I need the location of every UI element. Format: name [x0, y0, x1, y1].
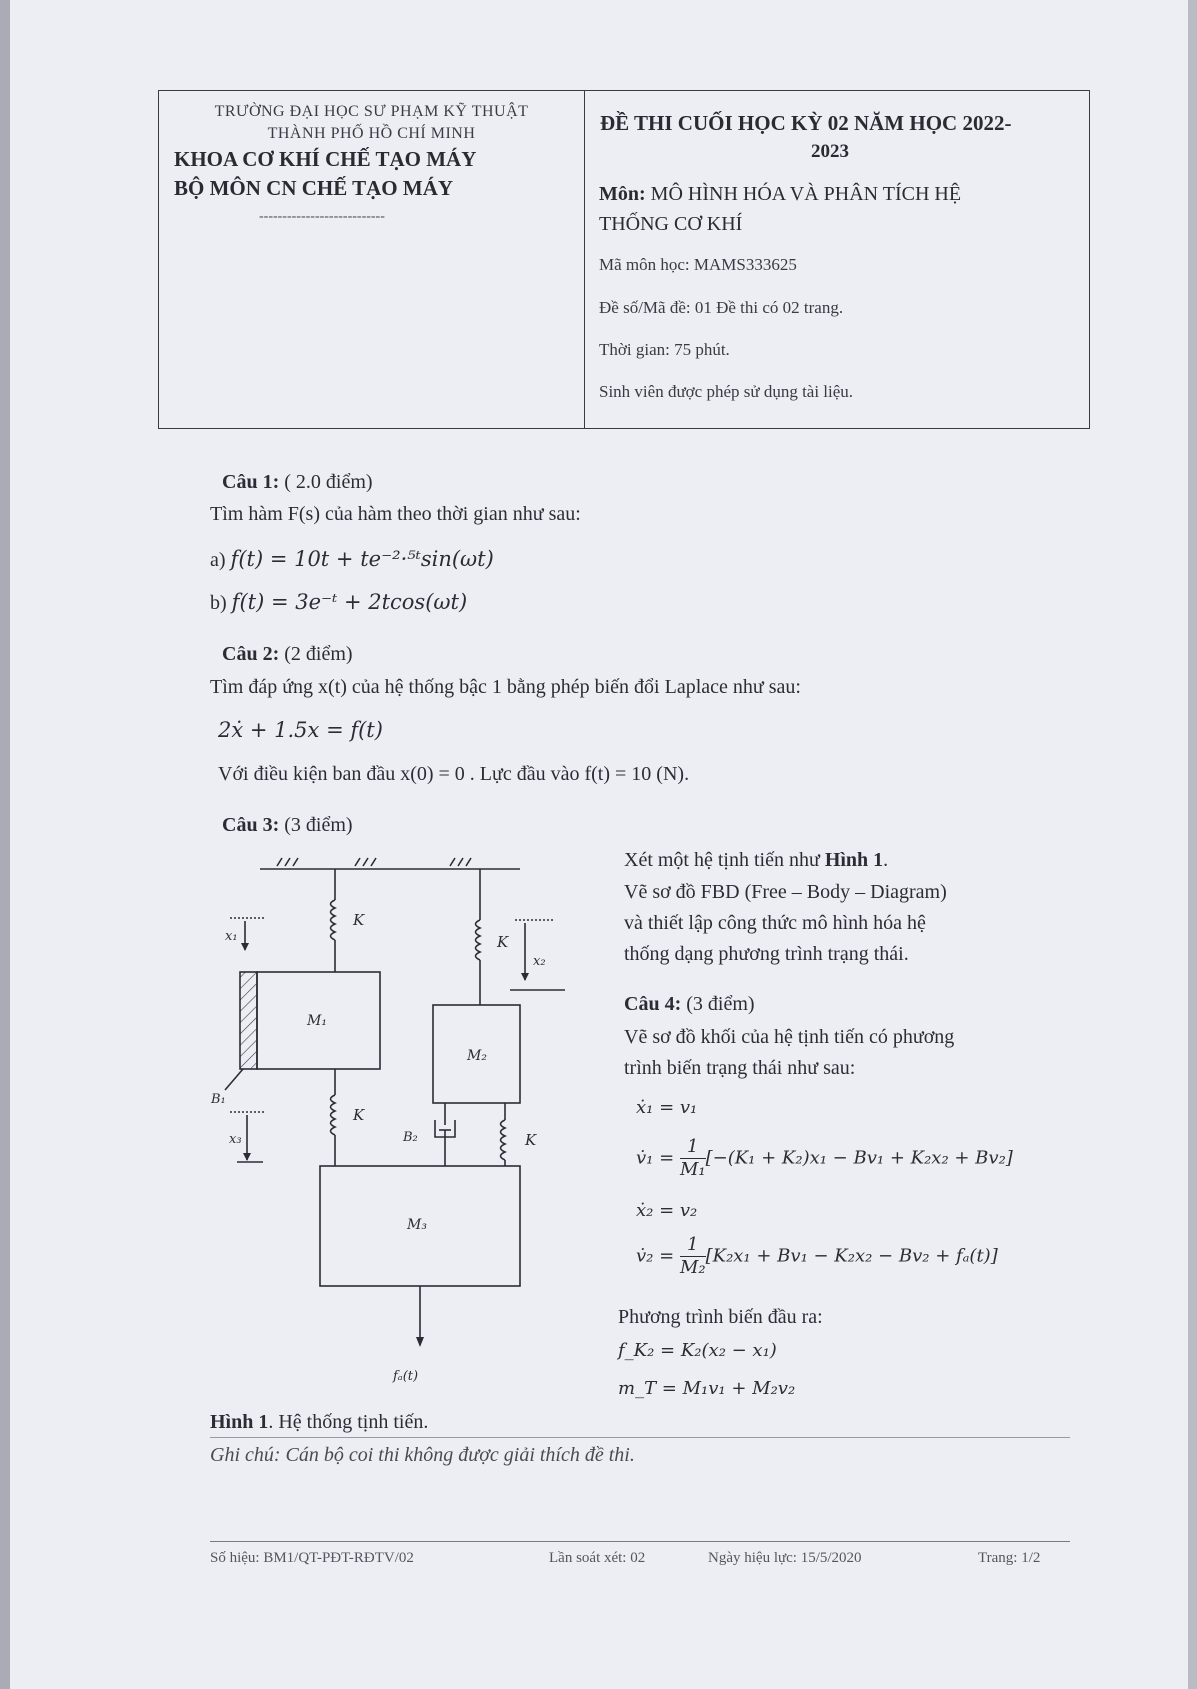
exam-title-line2: 2023: [811, 141, 849, 162]
spring-k2-top: [476, 869, 481, 1005]
q3-text-line1: [624, 849, 888, 872]
university-line1: TRƯỜNG ĐẠI HỌC SƯ PHẠM KỸ THUẬT: [214, 103, 529, 120]
spring-k1: [331, 869, 336, 972]
figure-caption: [210, 1411, 428, 1434]
q4-heading: [624, 993, 755, 1016]
exam-header: [158, 90, 1090, 429]
footer-revision: Lần soát xét: 02: [549, 1550, 646, 1566]
label-fa: fₐ(t): [393, 1369, 419, 1384]
label-x2: x₂: [533, 954, 546, 969]
q4-label: Câu 4:: [624, 993, 682, 1015]
label-k2: K: [497, 933, 509, 951]
b1-pointer: [225, 1069, 243, 1090]
q4-eq2-lhs: v̇₁ =: [636, 1147, 675, 1169]
footer-effective-date: Ngày hiệu lực: 15/5/2020: [708, 1550, 862, 1566]
q1-b-prefix: b): [210, 592, 227, 614]
q4-points: (3 điểm): [686, 993, 755, 1015]
q3-text-a: Xét một hệ tịnh tiến như: [624, 849, 825, 871]
q3-text-end: .: [883, 849, 889, 871]
q2-equation: 2ẋ + 1.5x = f(t): [218, 718, 383, 742]
q4-prompt-line2: trình biến trạng thái như sau:: [624, 1057, 856, 1079]
department-name: BỘ MÔN CN CHẾ TẠO MÁY: [174, 176, 454, 200]
footer-rule: [210, 1541, 1070, 1542]
q4-eq4-lhs: v̇₂ =: [636, 1245, 675, 1267]
label-x3: x₃: [229, 1132, 242, 1147]
exam-title-line1: ĐỀ THI CUỐI HỌC KỲ 02 NĂM HỌC 2022-: [600, 111, 1012, 135]
label-m1: M₁: [307, 1013, 327, 1029]
q3-text-line2: Vẽ sơ đồ FBD (Free – Body – Diagram): [624, 881, 947, 903]
label-x1: x₁: [225, 929, 238, 944]
q2-points: (2 điểm): [284, 643, 353, 665]
course-code: Mã môn học: MAMS333625: [599, 255, 797, 274]
university-line2: THÀNH PHỐ HỒ CHÍ MINH: [267, 125, 476, 142]
q1-label: Câu 1:: [222, 471, 280, 493]
q4-eq4-num: 1: [680, 1234, 706, 1257]
q4-out1: f_K₂ = K₂(x₂ − x₁): [618, 1340, 777, 1361]
q2-condition: Với điều kiện ban đầu x(0) = 0 . Lực đầu vào f(t) = 10 (N).: [218, 763, 690, 785]
q3-points: (3 điểm): [284, 814, 353, 836]
q1-prompt: Tìm hàm F(s) của hàm theo thời gian như sau:: [210, 503, 581, 525]
footer-page: Trang: 1/2: [978, 1550, 1041, 1566]
q1-a-formula: f(t) = 10t + te⁻²·⁵ᵗsin(ωt): [230, 547, 494, 571]
proctor-note: Ghi chú: Cán bộ coi thi không được giải thích đề thi.: [210, 1444, 635, 1466]
q4-eq2-rhs: [−(K₁ + K₂)x₁ − Bv₁ + K₂x₂ + Bv₂]: [705, 1147, 1013, 1169]
scan-edge-left: [0, 0, 10, 1689]
materials-note: Sinh viên được phép sử dụng tài liệu.: [599, 382, 854, 401]
footer-doc-code: Số hiệu: BM1/QT-PĐT-RĐTV/02: [210, 1550, 414, 1566]
q4-eq4-rhs: [K₂x₁ + Bv₁ − K₂x₂ − Bv₂ + fₐ(t)]: [705, 1245, 998, 1267]
exam-code: Đề số/Mã đề: 01 Đề thi có 02 trang.: [599, 298, 844, 317]
label-k3: K: [353, 1106, 365, 1124]
label-m3: M₃: [407, 1217, 427, 1233]
q4-eq2-num: 1: [680, 1136, 706, 1159]
figure-1-translational-system: [211, 855, 595, 1395]
faculty-name: KHOA CƠ KHÍ CHẾ TẠO MÁY: [174, 147, 477, 171]
q2-heading: [222, 643, 353, 666]
q3-fig-ref: Hình 1: [824, 849, 884, 871]
q4-eq1: ẋ₁ = v₁: [636, 1097, 698, 1118]
q4-eq4: [636, 1234, 998, 1279]
q3-label: Câu 3:: [222, 814, 280, 836]
q3-text-line3: và thiết lập công thức mô hình hóa hệ: [624, 912, 926, 934]
q4-eq2: [636, 1136, 1013, 1181]
label-b2: B₂: [403, 1130, 418, 1145]
label-k4: K: [525, 1131, 537, 1149]
friction-b1: [240, 972, 257, 1069]
caption-rule: [210, 1437, 1070, 1438]
subject-label: Môn:: [599, 183, 646, 205]
q4-output-label: Phương trình biến đầu ra:: [618, 1306, 823, 1328]
caption-rest: . Hệ thống tịnh tiến.: [268, 1411, 429, 1433]
caption-bold: Hình 1: [210, 1411, 269, 1433]
spring-k4: [501, 1103, 506, 1166]
subject-line1: [599, 183, 961, 206]
header-separator: ---------------------------: [259, 209, 385, 224]
q4-eq4-den: M₂: [679, 1257, 706, 1278]
q3-text-line4: thống dạng phương trình trạng thái.: [624, 943, 909, 965]
q3-heading: [222, 814, 353, 837]
label-k1: K: [353, 911, 365, 929]
q4-eq2-den: M₁: [679, 1159, 706, 1180]
ceiling-hatch: [277, 858, 471, 866]
duration: Thời gian: 75 phút.: [599, 340, 730, 359]
scan-edge-right: [1188, 0, 1197, 1689]
q1-heading: [222, 471, 373, 494]
q4-out2: m_T = M₁v₁ + M₂v₂: [618, 1378, 796, 1399]
damper-b2: [435, 1103, 455, 1166]
q4-prompt-line1: Vẽ sơ đồ khối của hệ tịnh tiến có phương: [624, 1026, 955, 1048]
subject-name-1: MÔ HÌNH HÓA VÀ PHÂN TÍCH HỆ: [650, 183, 962, 205]
subject-line2: THỐNG CƠ KHÍ: [599, 213, 743, 235]
q1-part-a: [210, 547, 494, 572]
header-divider: [584, 91, 585, 428]
q4-eq2-fraction: [680, 1136, 706, 1181]
q1-b-formula: f(t) = 3e⁻ᵗ + 2tcos(ωt): [231, 590, 468, 614]
q1-part-b: [210, 590, 467, 615]
q2-label: Câu 2:: [222, 643, 280, 665]
q2-prompt: Tìm đáp ứng x(t) của hệ thống bậc 1 bằng phép biến đổi Laplace như sau:: [210, 676, 801, 698]
q4-eq3: ẋ₂ = v₂: [636, 1200, 698, 1221]
q1-a-prefix: a): [210, 549, 226, 571]
label-m2: M₂: [467, 1048, 487, 1064]
q1-points: ( 2.0 điểm): [284, 471, 373, 493]
label-b1: B₁: [211, 1092, 226, 1107]
spring-k3: [331, 1069, 336, 1166]
q4-eq4-fraction: [680, 1234, 706, 1279]
